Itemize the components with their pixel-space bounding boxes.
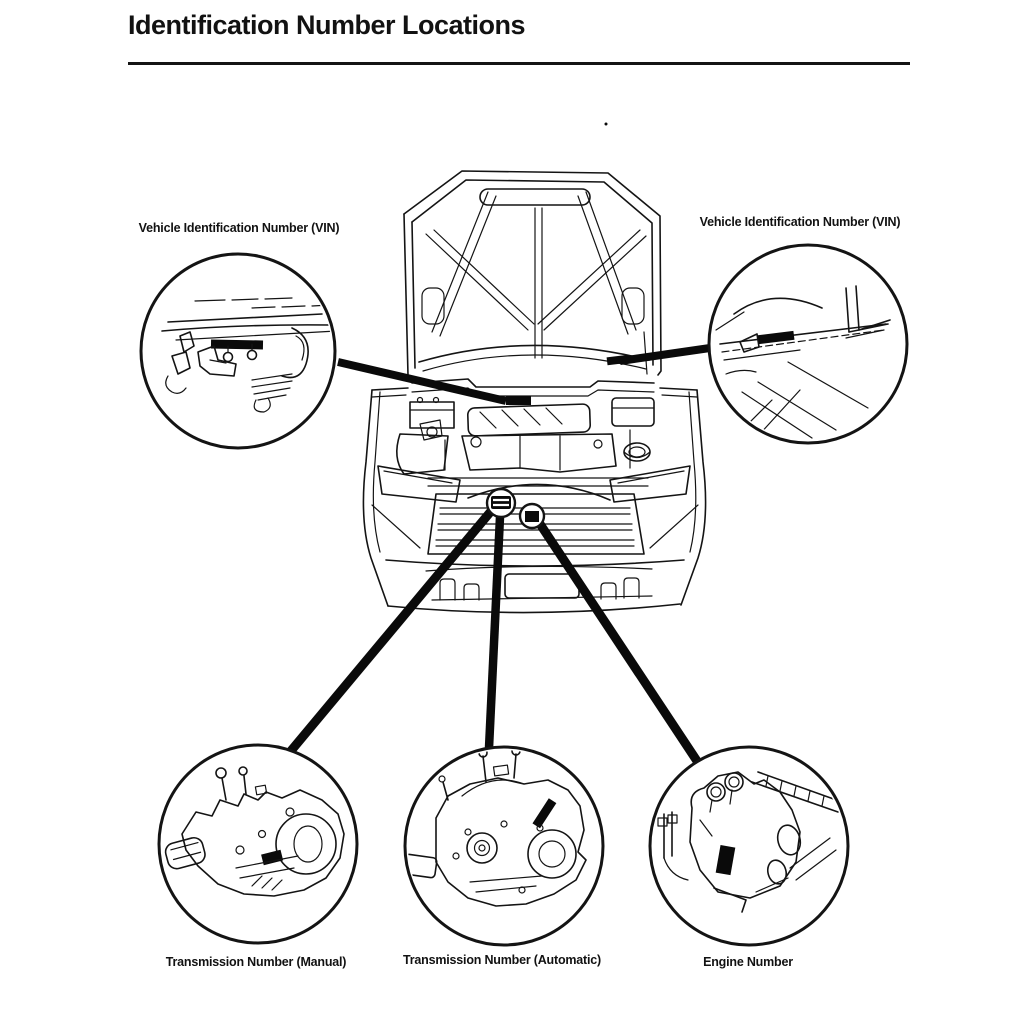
leader-transmission-automatic xyxy=(489,517,500,748)
leader-engine xyxy=(540,524,697,761)
callout-transmission-manual xyxy=(159,745,357,943)
callout-vin-cowl xyxy=(709,245,907,443)
leader-transmission-manual xyxy=(290,510,492,752)
vin-plate-marker-dash xyxy=(506,396,531,405)
engine-number-marker xyxy=(520,504,544,528)
open-hood xyxy=(404,123,661,376)
scan-speck xyxy=(605,123,608,126)
label-transmission-manual: Transmission Number (Manual) xyxy=(165,955,347,969)
label-vin-right: Vehicle Identification Number (VIN) xyxy=(699,215,901,229)
bumper-cutouts xyxy=(432,574,652,600)
label-transmission-automatic: Transmission Number (Automatic) xyxy=(403,953,601,967)
transmission-number-marker xyxy=(487,489,515,517)
vin-plate-detail xyxy=(211,340,263,350)
leader-vin-left xyxy=(338,362,506,401)
callout-engine-number xyxy=(650,747,848,945)
engine-bay xyxy=(397,398,654,501)
car-front-illustration xyxy=(363,123,705,613)
callout-vin-dashboard xyxy=(141,254,336,448)
leader-lines xyxy=(290,348,710,761)
page-title: Identification Number Locations xyxy=(128,10,526,40)
label-engine-number: Engine Number xyxy=(703,955,793,969)
callout-transmission-automatic xyxy=(395,747,603,945)
label-vin-left: Vehicle Identification Number (VIN) xyxy=(138,221,340,235)
leader-vin-right xyxy=(620,348,710,361)
